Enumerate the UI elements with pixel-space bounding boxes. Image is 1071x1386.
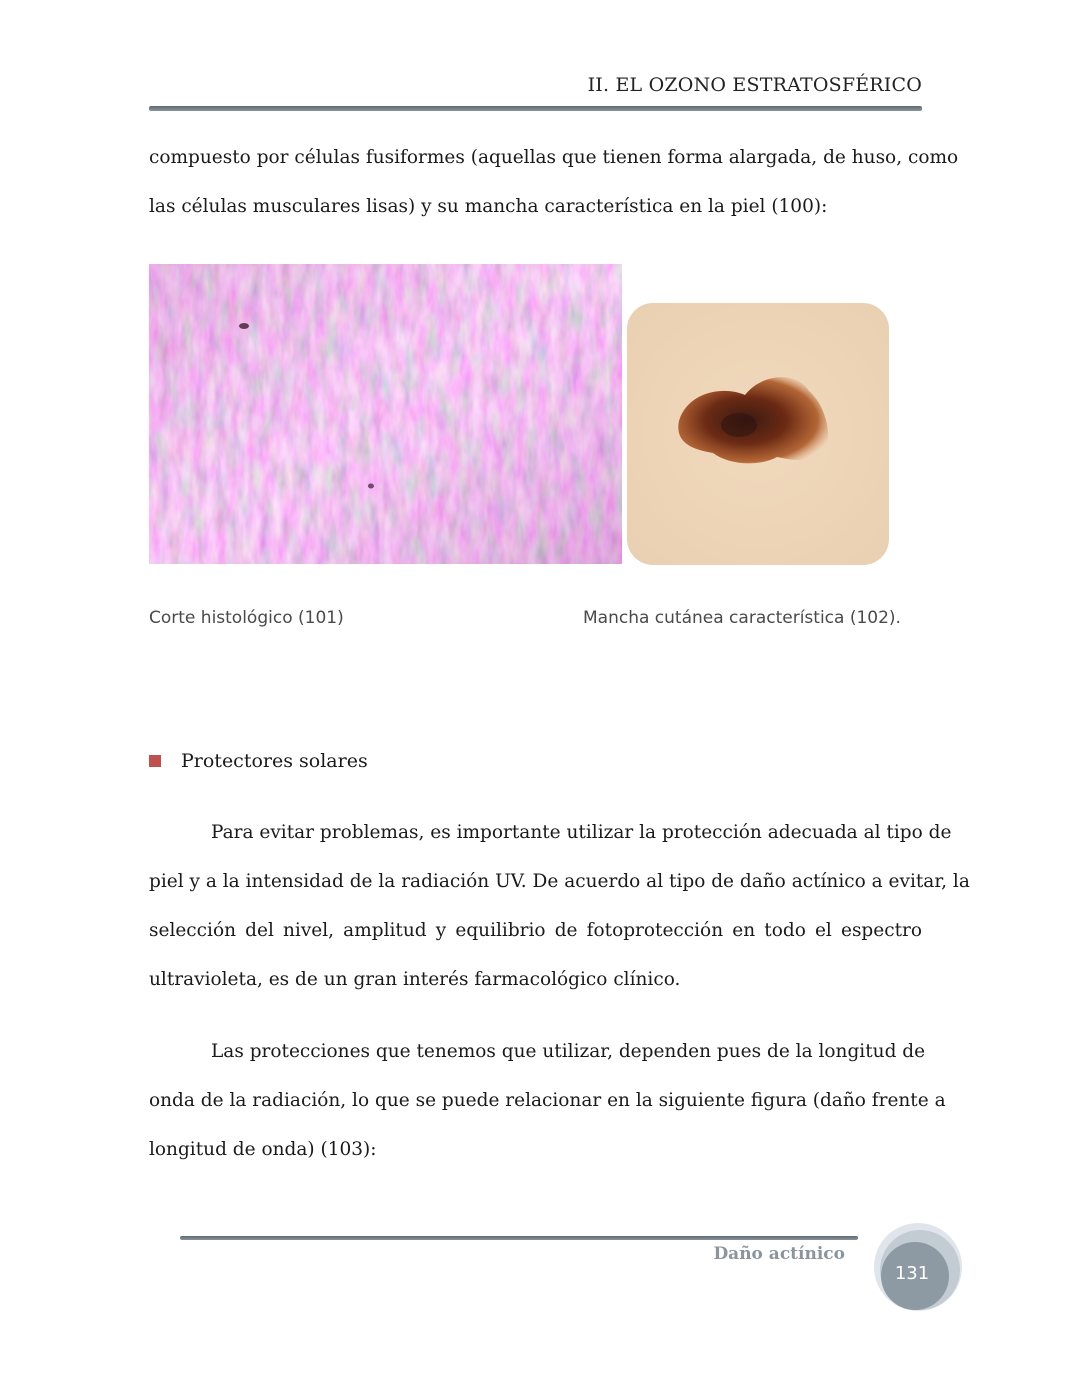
running-header-title: II. EL OZONO ESTRATOSFÉRICO [587, 74, 922, 96]
text-line: selección del nivel, amplitud y equilibrio de fotoprotección en todo el espectro [149, 920, 922, 941]
skin-lesion-image [627, 303, 889, 565]
text-line: onda de la radiación, lo que se puede relacionar en la siguiente figura (daño frente a [149, 1090, 946, 1111]
intro-paragraph [149, 133, 959, 231]
page-number: 131 [894, 1263, 930, 1284]
square-bullet-icon [149, 755, 161, 767]
section-heading [149, 750, 368, 772]
paragraph-wavelength [149, 1027, 946, 1174]
caption-skin-lesion: Mancha cutánea característica (102). [583, 608, 901, 628]
footer-rule [180, 1236, 858, 1240]
histology-image [149, 264, 622, 564]
text-line: compuesto por células fusiformes (aquellas que tienen forma alargada, de huso, como [149, 147, 959, 168]
text-line: piel y a la intensidad de la radiación UV. De acuerdo al tipo de daño actínico a evitar, la [149, 871, 970, 892]
header-rule [149, 106, 922, 111]
text-line: Para evitar problemas, es importante utilizar la protección adecuada al tipo de [211, 822, 952, 843]
paragraph-protection [149, 808, 970, 1004]
caption-histology: Corte histológico (101) [149, 608, 344, 628]
text-line: Las protecciones que tenemos que utilizar, dependen pues de la longitud de [211, 1041, 926, 1062]
text-line: ultravioleta, es de un gran interés farmacológico clínico. [149, 969, 681, 990]
text-line: longitud de onda) (103): [149, 1139, 377, 1160]
section-heading-text: Protectores solares [181, 750, 368, 772]
footer-chapter-label: Daño actínico [713, 1244, 845, 1264]
text-line: las células musculares lisas) y su mancha característica en la piel (100): [149, 196, 828, 217]
